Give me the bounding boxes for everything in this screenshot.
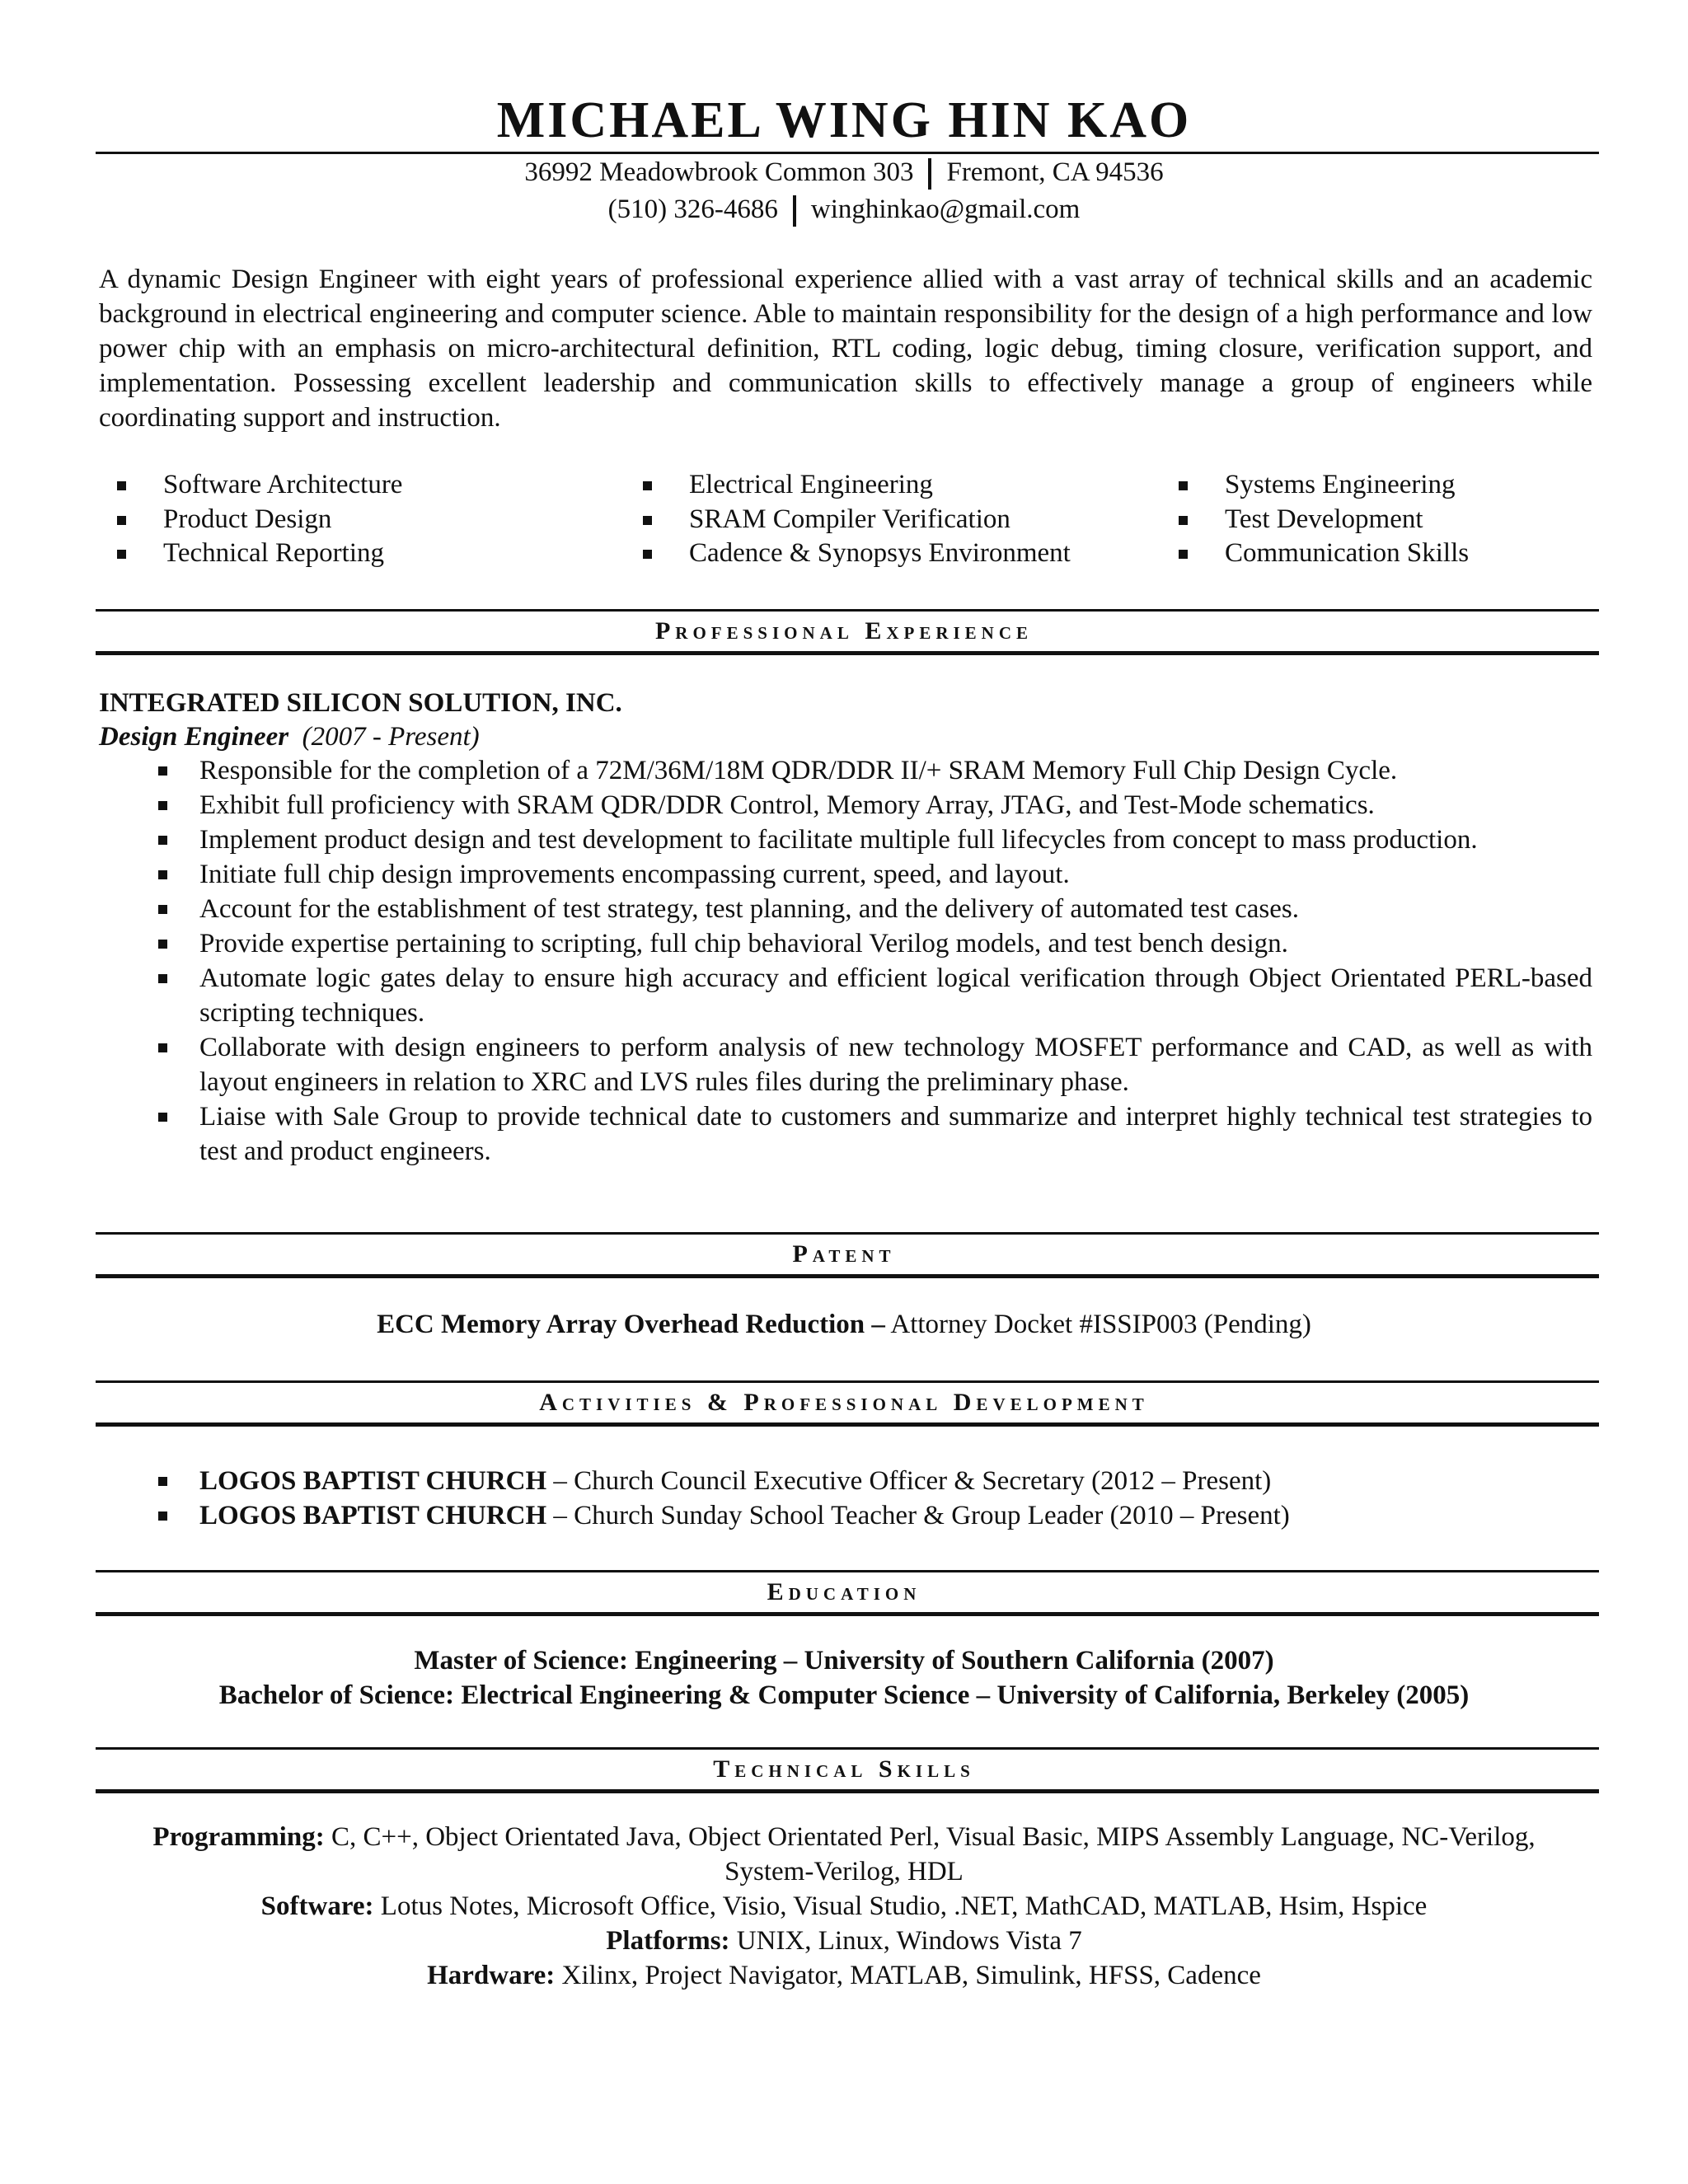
patent-entry [0, 1307, 1688, 1342]
patent-detail: Attorney Docket #ISSIP003 (Pending) [890, 1310, 1311, 1339]
list-item: Implement product design and test development to facilitate multiple full lifecycles from concept to mass production. [199, 823, 1592, 857]
bullet-square-icon [117, 550, 126, 559]
separator-bar [793, 195, 796, 227]
skill-item: SRAM Compiler Verification [689, 503, 1071, 537]
skills-column-1 [163, 468, 402, 571]
platform-skills: Platforms: UNIX, Linux, Windows Vista 7 [606, 1926, 1082, 1956]
hardware-skills: Hardware: Xilinx, Project Navigator, MATLAB, Simulink, HFSS, Cadence [427, 1961, 1261, 1990]
skill-item: Electrical Engineering [689, 468, 1071, 503]
separator-bar [928, 158, 931, 190]
address-city: Fremont, CA 94536 [946, 157, 1164, 187]
professional-summary: A dynamic Design Engineer with eight years of professional experience allied with a vast array of technical skills and an academic background in electrical engineering and computer science. Able to maintain responsibility for the design of a high performance and low power chip with an emphasis on micro-architectural definition, RTL coding, logic debug, timing closure, verification support, and implementation. Possessing excellent leadership and communication skills to effectively manage a group of engineers while coordinating support and instruction. [99, 265, 1592, 433]
software-skills: Software: Lotus Notes, Microsoft Office, Visio, Visual Studio, .NET, MathCAD, MATLAB, Hsim, Hspice [260, 1891, 1428, 1921]
section-title-technical-skills: Technical Skills [713, 1755, 975, 1783]
skill-item: Systems Engineering [1225, 468, 1469, 503]
education-entry: Bachelor of Science: Electrical Engineering & Computer Science – University of California, Berkeley (2005) [218, 1680, 1470, 1710]
section-rule [96, 651, 1599, 655]
header-divider [96, 152, 1599, 154]
bullet-square-icon [643, 516, 652, 525]
company-name: INTEGRATED SILICON SOLUTION, INC. [99, 688, 622, 718]
bullet-square-icon [158, 836, 167, 845]
skills-column-3 [1225, 468, 1469, 571]
address-street: 36992 Meadowbrook Common 303 [524, 157, 914, 187]
bullet-square-icon [117, 516, 126, 525]
bullet-square-icon [1179, 550, 1188, 559]
bullet-square-icon [158, 1477, 167, 1486]
list-item: Liaise with Sale Group to provide technical date to customers and summarize and interpret highly technical test strategies to test and product engineers. [199, 1099, 1592, 1169]
bullet-square-icon [158, 801, 167, 810]
bullet-square-icon [158, 1511, 167, 1521]
section-rule [96, 1422, 1599, 1427]
section-rule [96, 1789, 1599, 1793]
bullet-square-icon [1179, 481, 1188, 490]
section-rule [96, 1747, 1599, 1750]
bullet-square-icon [158, 766, 167, 776]
activities-list [0, 1464, 1688, 1533]
education-entry: Master of Science: Engineering – University of Southern California (2007) [414, 1646, 1274, 1675]
patent-title: ECC Memory Array Overhead Reduction – [377, 1310, 885, 1339]
job-title-line [99, 719, 480, 754]
bullet-square-icon [117, 481, 126, 490]
job-title: Design Engineer [99, 722, 289, 752]
bullet-square-icon [158, 905, 167, 914]
list-item: Provide expertise pertaining to scripting, full chip behavioral Verilog models, and test bench design. [199, 926, 1592, 961]
bullet-square-icon [158, 940, 167, 949]
section-title-patent: Patent [792, 1240, 896, 1268]
phone-number: (510) 326-4686 [607, 194, 778, 224]
list-item: Account for the establishment of test strategy, test planning, and the delivery of automated test cases. [199, 892, 1592, 926]
programming-skills: Programming: C, C++, Object Orientated Java, Object Orientated Perl, Visual Basic, MIPS Assembly Language, NC-Verilog, System-Verilog, HDL [152, 1822, 1536, 1886]
section-rule [96, 1612, 1599, 1616]
skill-item: Software Architecture [163, 468, 402, 503]
skill-item: Test Development [1225, 503, 1469, 537]
candidate-name: MICHAEL WING HIN KAO [496, 92, 1192, 148]
skill-item: Product Design [163, 503, 402, 537]
email-link[interactable]: winghinkao@gmail.com [810, 194, 1081, 224]
list-item: LOGOS BAPTIST CHURCH – Church Sunday School Teacher & Group Leader (2010 – Present) [199, 1498, 1688, 1533]
list-item: LOGOS BAPTIST CHURCH – Church Council Executive Officer & Secretary (2012 – Present) [199, 1464, 1688, 1498]
section-rule [96, 1570, 1599, 1572]
experience-bullets [0, 753, 1688, 1169]
technical-skills-block [132, 1820, 1556, 1993]
section-title-experience: Professional Experience [654, 617, 1034, 644]
skill-item: Technical Reporting [163, 537, 402, 571]
list-item: Initiate full chip design improvements encompassing current, speed, and layout. [199, 857, 1592, 892]
skill-item: Cadence & Synopsys Environment [689, 537, 1071, 571]
section-title-activities: Activities & Professional Development [539, 1389, 1149, 1416]
job-dates: (2007 - Present) [302, 722, 480, 752]
list-item: Exhibit full proficiency with SRAM QDR/DDR Control, Memory Array, JTAG, and Test-Mode schematics. [199, 788, 1592, 823]
bullet-square-icon [1179, 516, 1188, 525]
list-item: Collaborate with design engineers to perform analysis of new technology MOSFET performance and CAD, as well as with layout engineers in relation to XRC and LVS rules files during the preliminary phase. [199, 1030, 1592, 1099]
list-item: Automate logic gates delay to ensure high accuracy and efficient logical verification through Object Orientated PERL-based scripting techniques. [199, 961, 1592, 1030]
bullet-square-icon [643, 481, 652, 490]
bullet-square-icon [158, 1113, 167, 1122]
bullet-square-icon [158, 870, 167, 879]
list-item: Responsible for the completion of a 72M/36M/18M QDR/DDR II/+ SRAM Memory Full Chip Design Cycle. [199, 753, 1592, 788]
contact-line [0, 192, 1688, 227]
section-rule [96, 609, 1599, 612]
bullet-square-icon [158, 1043, 167, 1052]
address-line [0, 155, 1688, 190]
section-rule [96, 1232, 1599, 1235]
skills-column-2 [689, 468, 1071, 571]
section-rule [96, 1274, 1599, 1278]
bullet-square-icon [158, 974, 167, 983]
section-title-education: Education [767, 1578, 921, 1605]
skill-item: Communication Skills [1225, 537, 1469, 571]
bullet-square-icon [643, 550, 652, 559]
section-rule [96, 1380, 1599, 1383]
